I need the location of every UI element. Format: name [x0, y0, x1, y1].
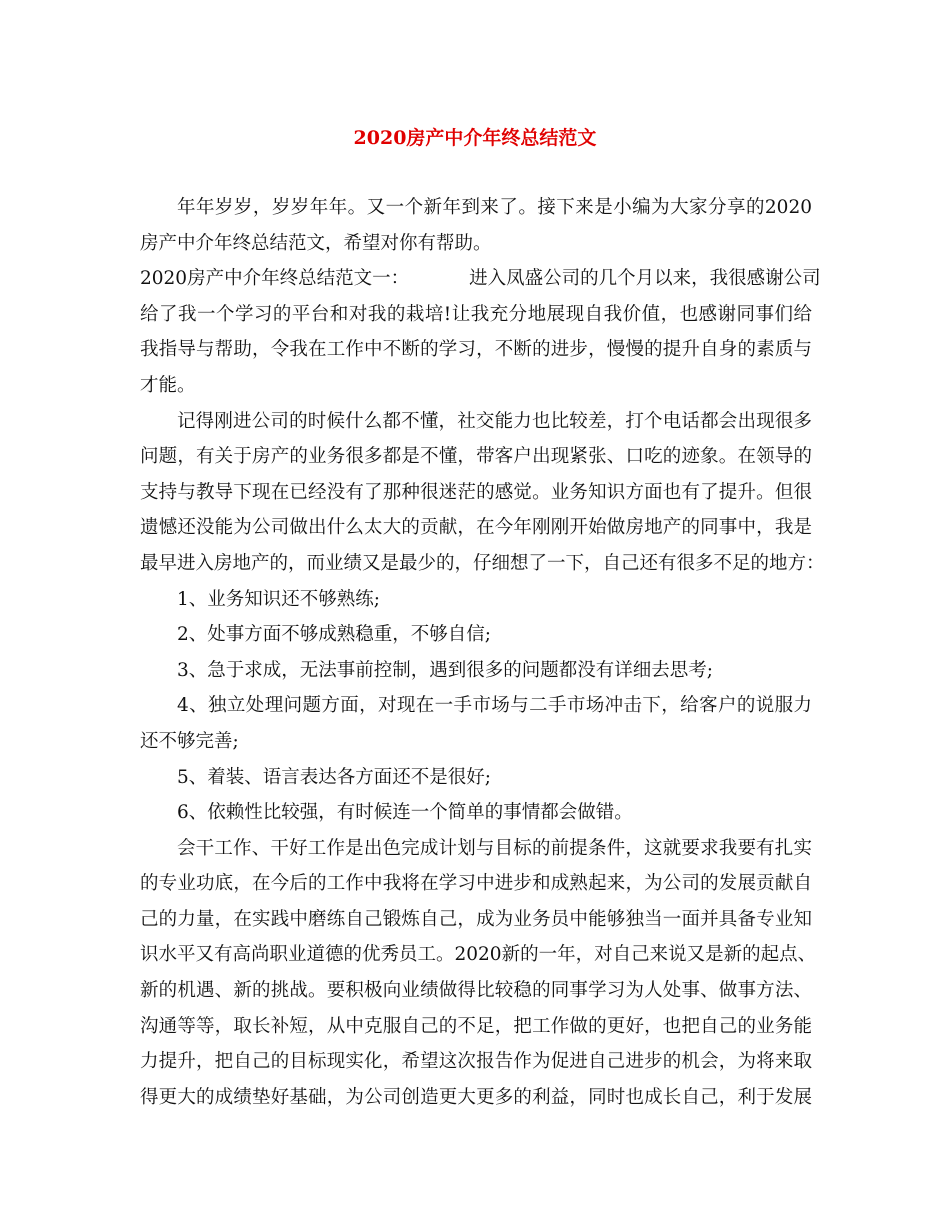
paragraph-line: 力提升，把自己的目标现实化，希望这次报告作为促进自己进步的机会，为将来取 — [140, 1051, 812, 1073]
paragraph-line: 房产中介年终总结范文，希望对你有帮助。 — [140, 232, 492, 254]
paragraph-line: 己的力量，在实践中磨练自己锻炼自己，成为业务员中能够独当一面并具备专业知 — [140, 908, 812, 930]
paragraph-line: 我指导与帮助，令我在工作中不断的学习，不断的进步，慢慢的提升自身的素质与 — [140, 339, 812, 361]
paragraph-line: 新的机遇、新的挑战。要积极向业绩做得比较稳的同事学习为人处事、做事方法、 — [140, 980, 812, 1002]
paragraph-line: 会干工作、干好工作是出色完成计划与目标的前提条件，这就要求我要有扎实 — [177, 837, 812, 859]
paragraph-line: 得更大的成绩垫好基础，为公司创造更大更多的利益，同时也成长自己，利于发展 — [140, 1086, 812, 1108]
list-item: 6、依赖性比较强，有时候连一个简单的事情都会做错。 — [177, 802, 633, 824]
paragraph-line: 遗憾还没能为公司做出什么太大的贡献，在今年刚刚开始做房地产的同事中，我是 — [140, 517, 812, 539]
paragraph-line: 记得刚进公司的时候什么都不懂，社交能力也比较差，打个电话都会出现很多 — [177, 410, 812, 432]
list-item: 1、业务知识还不够熟练; — [177, 588, 381, 610]
list-item: 3、急于求成，无法事前控制，遇到很多的问题都没有详细去思考; — [177, 659, 714, 681]
paragraph-line: 最早进入房地产的，而业绩又是最少的，仔细想了一下，自己还有很多不足的地方： — [140, 552, 825, 574]
list-item: 5、着装、语言表达各方面还不是很好; — [177, 766, 492, 788]
paragraph-line: 的专业功底，在今后的工作中我将在学习中进步和成熟起来，为公司的发展贡献自 — [140, 873, 812, 895]
paragraph-line: 沟通等等，取长补短，从中克服自己的不足，把工作做的更好，也把自己的业务能 — [140, 1015, 812, 1037]
list-item-continuation: 还不够完善; — [140, 730, 239, 752]
section-opening-text: 进入凤盛公司的几个月以来，我很感谢公司 — [469, 268, 821, 290]
paragraph-line: 给了我一个学习的平台和对我的栽培!让我充分地展现自我价值，也感谢同事们给 — [140, 303, 812, 325]
document-body — [140, 190, 825, 1115]
paragraph-line: 识水平又有高尚职业道德的优秀员工。2020新的一年，对自己来说又是新的起点、 — [140, 944, 817, 966]
list-item: 2、处事方面不够成熟稳重，不够自信; — [177, 624, 492, 646]
paragraph-line: 年年岁岁，岁岁年年。又一个新年到来了。接下来是小编为大家分享的2020 — [177, 197, 812, 218]
document-title: 2020房产中介年终总结范文 — [353, 127, 597, 149]
paragraph-line: 才能。 — [140, 374, 196, 396]
section-heading: 2020房产中介年终总结范文一： — [140, 268, 410, 290]
paragraph-line: 支持与教导下现在已经没有了那种很迷茫的感觉。业务知识方面也有了提升。但很 — [140, 481, 812, 503]
paragraph-line-combined — [140, 261, 821, 297]
paragraph-line: 问题，有关于房产的业务很多都是不懂，带客户出现紧张、口吃的迹象。在领导的 — [140, 446, 812, 468]
list-item: 4、独立处理问题方面，对现在一手市场与二手市场冲击下，给客户的说服力 — [177, 695, 812, 717]
